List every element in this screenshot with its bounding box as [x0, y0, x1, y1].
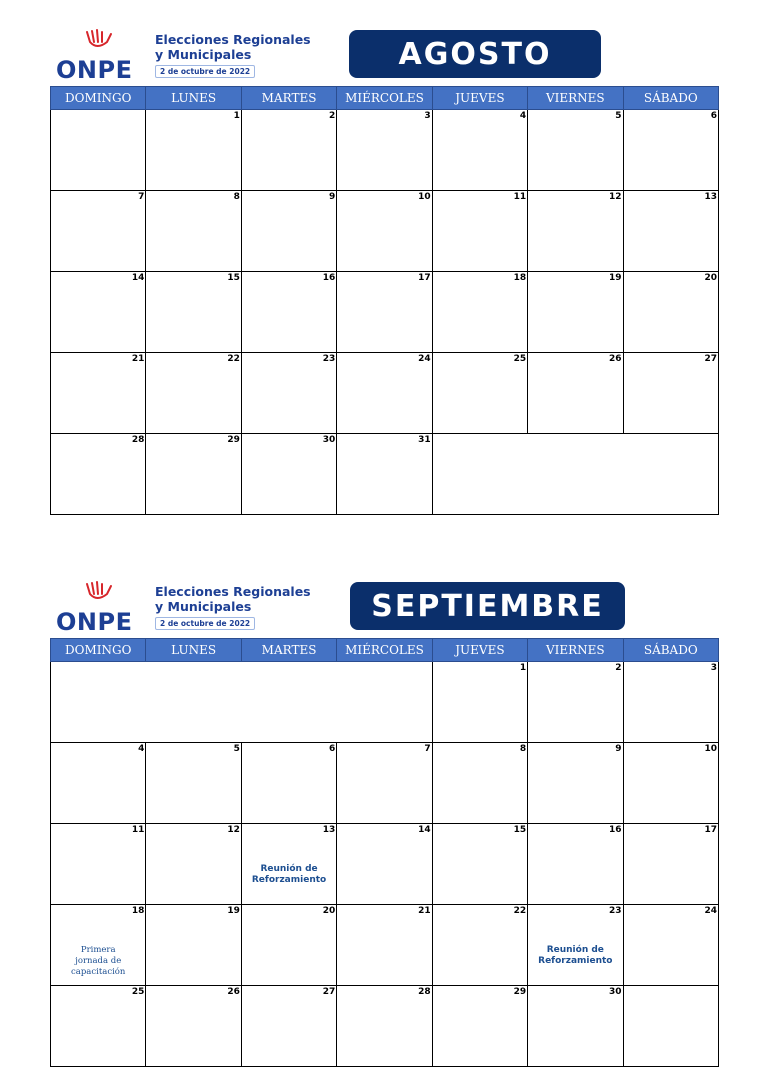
day-cell[interactable] — [432, 191, 527, 272]
event-label — [51, 945, 145, 978]
weekday-header-row — [51, 87, 719, 110]
month-grid — [50, 638, 719, 1067]
week-row — [51, 272, 719, 353]
day-number: 1 — [519, 663, 527, 673]
day-number: 30 — [322, 435, 336, 445]
day-number: 20 — [322, 906, 336, 916]
day-cell[interactable] — [623, 110, 718, 191]
day-number: 6 — [710, 111, 717, 121]
day-cell[interactable] — [432, 353, 527, 434]
day-cell[interactable] — [623, 986, 718, 1067]
day-number: 22 — [513, 906, 527, 916]
day-cell[interactable] — [623, 662, 718, 743]
day-cell[interactable] — [623, 272, 718, 353]
day-cell[interactable] — [432, 662, 527, 743]
week-row — [51, 986, 719, 1067]
day-cell[interactable] — [528, 824, 623, 905]
day-number: 9 — [615, 744, 622, 754]
day-cell[interactable] — [623, 824, 718, 905]
day-cell[interactable] — [337, 191, 432, 272]
day-cell[interactable] — [528, 986, 623, 1067]
day-number: 15 — [227, 273, 240, 283]
day-cell[interactable] — [623, 743, 718, 824]
week-row — [51, 824, 719, 905]
day-cell[interactable] — [51, 824, 146, 905]
voting-hand-icon — [85, 580, 113, 606]
day-cell[interactable] — [528, 662, 623, 743]
day-number: 17 — [704, 825, 717, 835]
day-number: 12 — [227, 825, 240, 835]
day-number: 26 — [227, 987, 240, 997]
day-number: 8 — [519, 744, 527, 754]
day-cell[interactable] — [241, 986, 336, 1067]
day-cell[interactable] — [146, 353, 241, 434]
day-cell[interactable] — [432, 986, 527, 1067]
day-cell[interactable] — [241, 824, 336, 905]
month-title: SEPTIEMBRE — [350, 582, 625, 630]
day-number: 10 — [418, 192, 431, 202]
weekday-header: VIERNES — [528, 639, 623, 662]
day-cell[interactable] — [146, 272, 241, 353]
day-cell[interactable] — [146, 743, 241, 824]
day-number: 28 — [418, 987, 431, 997]
day-cell[interactable] — [51, 353, 146, 434]
day-number: 11 — [131, 825, 145, 835]
day-number: 15 — [513, 825, 527, 835]
day-number: 19 — [227, 906, 240, 916]
election-title-line2: y Municipales — [155, 599, 252, 614]
weekday-header: MARTES — [241, 87, 336, 110]
event-label-line: Reforzamiento — [251, 875, 327, 885]
election-title-line1: Elecciones Regionales — [155, 32, 311, 47]
event-label-line: Reforzamiento — [538, 956, 613, 966]
day-cell[interactable] — [241, 110, 336, 191]
day-number: 1 — [233, 111, 240, 121]
weekday-header: MIÉRCOLES — [337, 639, 432, 662]
onpe-wordmark: ONPE — [56, 56, 133, 84]
day-cell[interactable] — [432, 272, 527, 353]
day-cell[interactable] — [528, 272, 623, 353]
calendar-septiembre — [50, 582, 719, 1067]
day-cell[interactable] — [146, 191, 241, 272]
calendar-header — [50, 582, 719, 638]
day-number: 16 — [609, 825, 622, 835]
day-number: 13 — [704, 192, 717, 202]
day-cell[interactable] — [337, 272, 432, 353]
weekday-header: LUNES — [146, 87, 241, 110]
day-number: 7 — [424, 744, 431, 754]
day-cell[interactable] — [51, 191, 146, 272]
day-number: 22 — [227, 354, 240, 364]
day-cell[interactable] — [146, 110, 241, 191]
day-number: 21 — [418, 906, 431, 916]
election-title-line2: y Municipales — [155, 47, 252, 62]
day-cell[interactable] — [528, 110, 623, 191]
event-label — [528, 945, 622, 967]
day-number: 17 — [418, 273, 431, 283]
election-date-badge: 2 de octubre de 2022 — [155, 617, 255, 630]
empty-cell — [432, 434, 718, 515]
event-label-line: Reunión de — [260, 864, 318, 874]
day-cell[interactable] — [528, 191, 623, 272]
day-number: 9 — [329, 192, 336, 202]
day-cell[interactable] — [337, 353, 432, 434]
day-number: 4 — [138, 744, 145, 754]
weekday-header: JUEVES — [432, 87, 527, 110]
week-row — [51, 353, 719, 434]
month-title: AGOSTO — [349, 30, 601, 78]
election-date-badge: 2 de octubre de 2022 — [155, 65, 255, 78]
day-number: 31 — [418, 435, 431, 445]
weekday-header: JUEVES — [432, 639, 527, 662]
day-cell[interactable] — [337, 905, 432, 986]
day-cell[interactable] — [528, 905, 623, 986]
day-number: 12 — [609, 192, 622, 202]
day-number: 8 — [233, 192, 240, 202]
day-cell[interactable] — [146, 824, 241, 905]
day-cell[interactable] — [51, 986, 146, 1067]
election-title-line1: Elecciones Regionales — [155, 584, 311, 599]
day-cell[interactable] — [623, 353, 718, 434]
event-label-line: Primera — [80, 945, 116, 955]
day-cell[interactable] — [51, 272, 146, 353]
day-cell[interactable] — [241, 272, 336, 353]
day-cell[interactable] — [337, 743, 432, 824]
day-number: 24 — [704, 906, 717, 916]
day-cell[interactable] — [241, 434, 336, 515]
day-cell[interactable] — [51, 743, 146, 824]
weekday-header: MARTES — [241, 639, 336, 662]
day-number: 5 — [233, 744, 240, 754]
month-grid — [50, 86, 719, 515]
onpe-logo — [53, 30, 311, 86]
day-number: 28 — [131, 435, 145, 445]
week-row — [51, 905, 719, 986]
weekday-header: VIERNES — [528, 87, 623, 110]
day-number: 21 — [131, 354, 145, 364]
day-number: 2 — [329, 111, 336, 121]
event-label-line: Reunión de — [546, 945, 604, 955]
day-cell[interactable] — [146, 905, 241, 986]
day-cell[interactable] — [432, 743, 527, 824]
day-number: 23 — [609, 906, 622, 916]
weekday-header: DOMINGO — [51, 639, 146, 662]
day-number: 25 — [513, 354, 527, 364]
day-number: 3 — [424, 111, 431, 121]
day-number: 11 — [513, 192, 527, 202]
day-cell[interactable] — [432, 110, 527, 191]
day-cell[interactable] — [337, 824, 432, 905]
day-number: 5 — [615, 111, 622, 121]
day-number: 26 — [609, 354, 622, 364]
day-number: 4 — [519, 111, 527, 121]
weekday-header: SÁBADO — [623, 639, 718, 662]
day-number: 25 — [131, 987, 145, 997]
day-number: 20 — [704, 273, 717, 283]
day-cell[interactable] — [432, 905, 527, 986]
day-number: 29 — [513, 987, 527, 997]
onpe-wordmark: ONPE — [56, 608, 133, 636]
day-number: 3 — [710, 663, 717, 673]
day-cell[interactable] — [241, 905, 336, 986]
day-cell[interactable] — [241, 353, 336, 434]
week-row — [51, 662, 719, 743]
day-number: 24 — [418, 354, 431, 364]
weekday-header-row — [51, 639, 719, 662]
day-number: 14 — [131, 273, 145, 283]
weekday-header: LUNES — [146, 639, 241, 662]
day-cell[interactable] — [241, 191, 336, 272]
weekday-header: DOMINGO — [51, 87, 146, 110]
day-number: 16 — [322, 273, 336, 283]
onpe-logo — [53, 582, 311, 638]
week-row — [51, 110, 719, 191]
day-number: 27 — [704, 354, 717, 364]
week-row — [51, 434, 719, 515]
weekday-header: MIÉRCOLES — [337, 87, 432, 110]
day-number: 6 — [329, 744, 336, 754]
day-number: 27 — [322, 987, 336, 997]
day-cell[interactable] — [623, 905, 718, 986]
day-number: 14 — [418, 825, 431, 835]
weekday-header: SÁBADO — [623, 87, 718, 110]
day-number: 2 — [615, 663, 622, 673]
day-cell[interactable] — [337, 434, 432, 515]
day-cell[interactable] — [337, 986, 432, 1067]
day-number: 29 — [227, 435, 240, 445]
day-number: 10 — [704, 744, 717, 754]
day-cell[interactable] — [146, 434, 241, 515]
day-cell[interactable] — [528, 353, 623, 434]
day-cell[interactable] — [51, 434, 146, 515]
week-row — [51, 191, 719, 272]
day-cell[interactable] — [51, 110, 146, 191]
day-cell[interactable] — [146, 986, 241, 1067]
day-cell[interactable] — [528, 743, 623, 824]
day-cell[interactable] — [432, 824, 527, 905]
voting-hand-icon — [85, 28, 113, 54]
event-label — [242, 864, 336, 886]
day-cell[interactable] — [337, 110, 432, 191]
day-number: 30 — [609, 987, 622, 997]
week-row — [51, 743, 719, 824]
day-cell[interactable] — [51, 905, 146, 986]
day-number: 19 — [609, 273, 622, 283]
day-number: 7 — [138, 192, 145, 202]
day-cell[interactable] — [241, 743, 336, 824]
empty-cell — [51, 662, 433, 743]
event-label-line: jornada de capacitación — [71, 956, 126, 977]
day-number: 18 — [513, 273, 527, 283]
day-number: 13 — [322, 825, 336, 835]
day-number: 18 — [131, 906, 145, 916]
calendar-header — [50, 30, 719, 86]
day-cell[interactable] — [623, 191, 718, 272]
day-number: 23 — [322, 354, 336, 364]
calendar-agosto — [50, 30, 719, 515]
